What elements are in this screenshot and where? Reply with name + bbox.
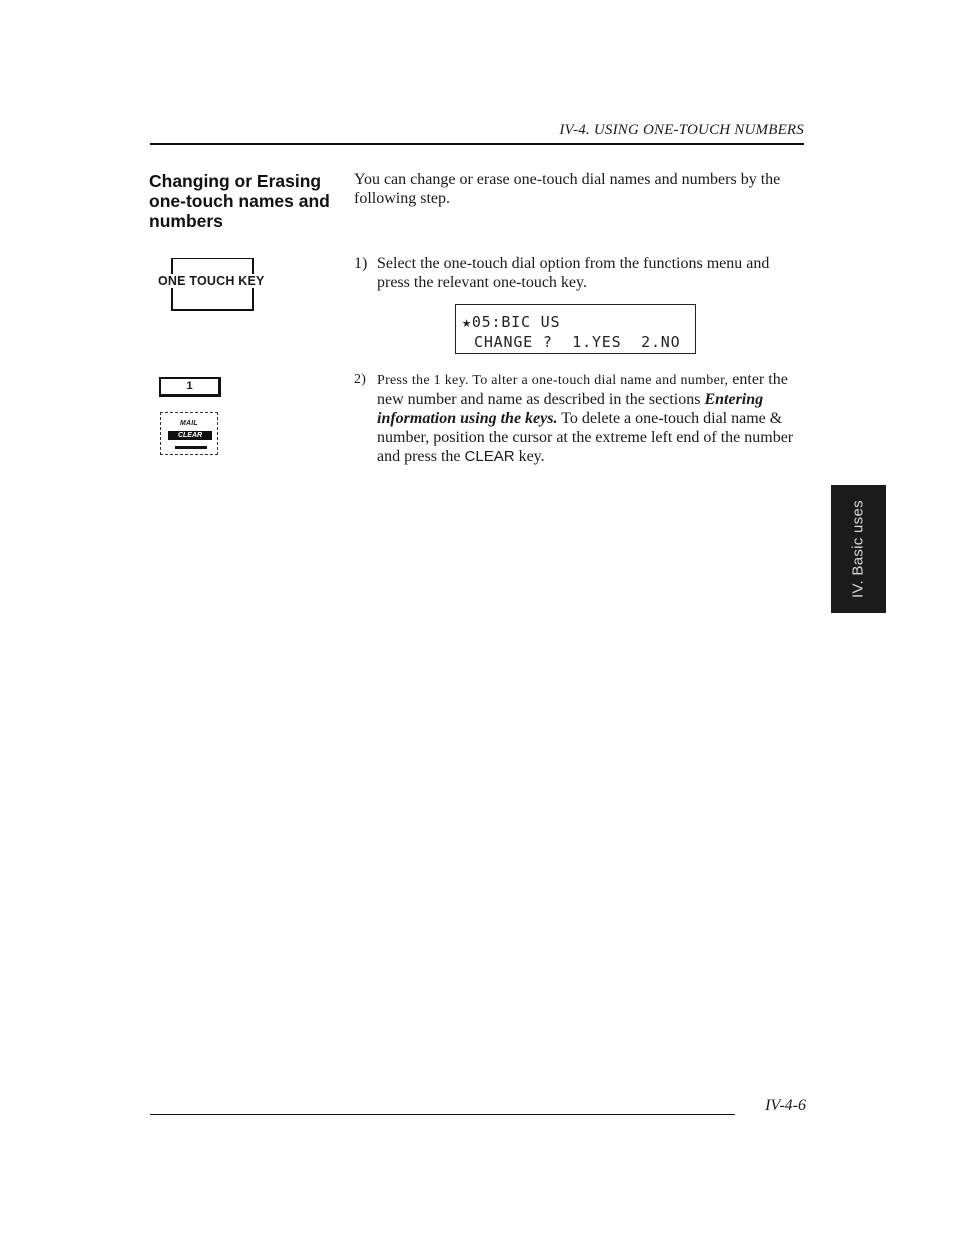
heading-line-1: Changing or Erasing [149, 171, 322, 191]
step-2-text-before: enter the new number and name as described in the sections [377, 371, 788, 408]
step-2-text-end: key. [514, 448, 545, 465]
step-1 [354, 254, 806, 294]
mail-label: MAIL [180, 420, 198, 427]
lcd-line-2: CHANGE ? 1.YES 2.NO [474, 333, 681, 351]
lcd-line-1: ★05:BIC US [462, 313, 561, 331]
step-1-number: 1) [354, 255, 368, 272]
step-2-first-line: Press the 1 key. To alter a one-touch dial name and number, [377, 373, 729, 388]
page-number: IV-4-6 [765, 1097, 806, 1114]
lcd-display [455, 304, 696, 354]
step-2-text [377, 370, 805, 466]
step-1-text: Select the one-touch dial option from the functions menu and press the relevant one-touch key. [377, 255, 770, 291]
one-touch-key-outline-bottom [171, 309, 254, 311]
header-rule [150, 143, 804, 145]
key-1-icon: 1 [159, 377, 221, 397]
running-header: IV-4. USING ONE-TOUCH NUMBERS [559, 122, 804, 138]
step-2-text-after: To delete a one-touch dial name & number, position the cursor at the extreme left end of the number and press the [377, 410, 794, 465]
heading-line-3: numbers [149, 211, 223, 231]
clear-key-bar [175, 446, 207, 449]
intro-paragraph: You can change or erase one-touch dial names and numbers by the following step. [354, 171, 781, 207]
one-touch-key-outline-top [171, 258, 254, 259]
step-2 [354, 370, 806, 470]
clear-label: CLEAR [168, 431, 212, 440]
footer-rule [150, 1114, 735, 1115]
chapter-side-tab-label: IV. Basic uses [849, 500, 867, 598]
section-heading [149, 171, 349, 231]
step-2-number: 2) [354, 372, 367, 387]
step-2-emphasis: Entering information using the keys. [377, 391, 764, 427]
clear-key-name: CLEAR [464, 448, 515, 465]
one-touch-key-label: ONE TOUCH KEY [158, 274, 268, 288]
heading-line-2: one-touch names and [149, 191, 330, 211]
